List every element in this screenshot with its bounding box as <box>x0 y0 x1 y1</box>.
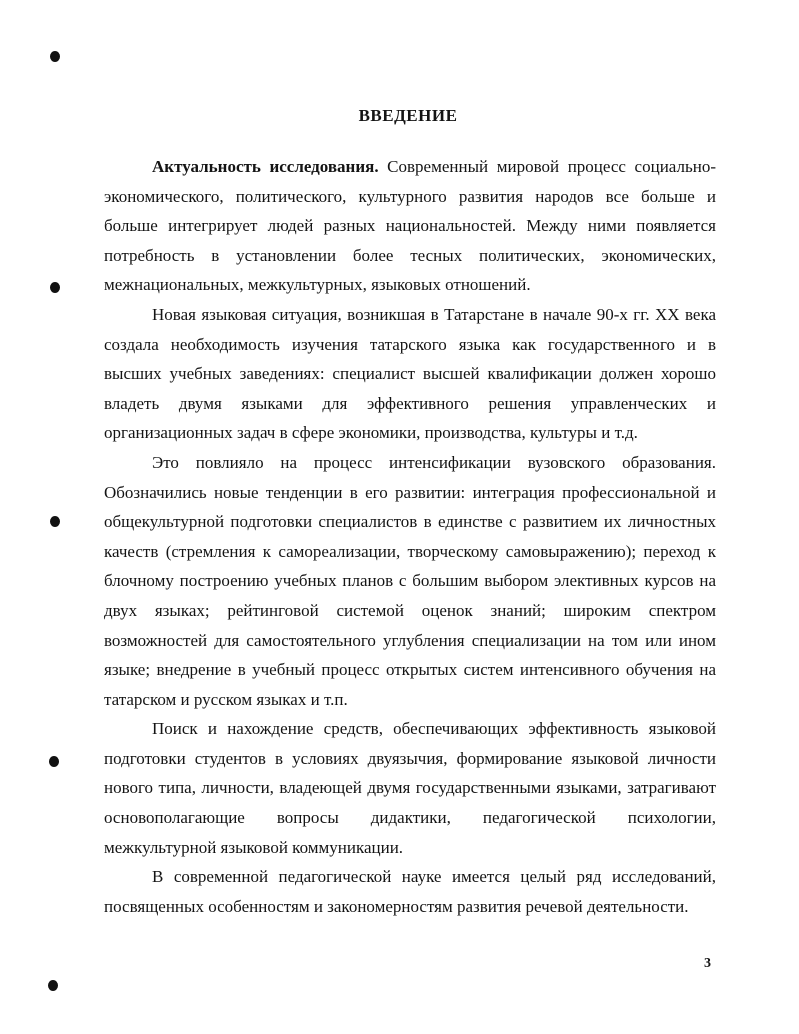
page-number: 3 <box>704 956 711 971</box>
page-title: ВВЕДЕНИЕ <box>358 106 458 125</box>
paragraph: В современной педагогической науке имеется целый ряд исследований, посвященных особенностям и закономерностям развития речевой деятельности. <box>104 867 716 916</box>
paragraph: Новая языковая ситуация, возникшая в Татарстане в начале 90-х гг. XX века создала необходимость изучения татарского языка как государственного и в высших учебных заведениях: специалист высшей квалификации должен хорошо владеть двумя языками для эффективного решения управленческих и организационных задач в сфере экономики, производства, культуры и т.д. <box>104 304 716 443</box>
body-text <box>104 152 716 921</box>
binder-hole-mark <box>50 51 60 62</box>
paragraph-relevance <box>104 152 716 300</box>
binder-hole-mark <box>49 756 59 767</box>
paragraph: Поиск и нахождение средств, обеспечивающих эффективность языковой подготовки студентов в условиях двуязычия, формирование языковой личности нового типа, личности, владеющей двумя государственными языками, затрагивают основополагающие вопросы дидактики, педагогической психологии, межкультурной языковой коммуникации. <box>104 719 716 857</box>
binder-hole-mark <box>50 516 60 527</box>
paragraph-lead: Актуальность исследования. <box>152 157 379 176</box>
binder-hole-mark <box>48 980 58 991</box>
paragraph-text: Современный мировой процесс социально-экономического, политического, культурного развития народов все больше и больше интегрирует людей разных национальностей. Между ними появляется потребность в установлении более тесных политических, экономических, межнациональных, межкультурных, языковых отношений. <box>104 157 716 295</box>
binder-hole-mark <box>50 282 60 293</box>
paragraph: Это повлияло на процесс интенсификации вузовского образования. Обозначились новые тенденции в его развитии: интеграция профессиональной и общекультурной подготовки специалистов в единстве с развитием их личностных качеств (стремления к самореализации, творческому самовыражению); переход к блочному построению учебных планов с большим выбором элективных курсов на двух языках; рейтинговой системой оценок знаний; широким спектром возможностей для самостоятельного углубления специализации на том или ином языке; внедрение в учебный процесс открытых систем интенсивного обучения на татарском и русском языках и т.п. <box>104 452 716 709</box>
